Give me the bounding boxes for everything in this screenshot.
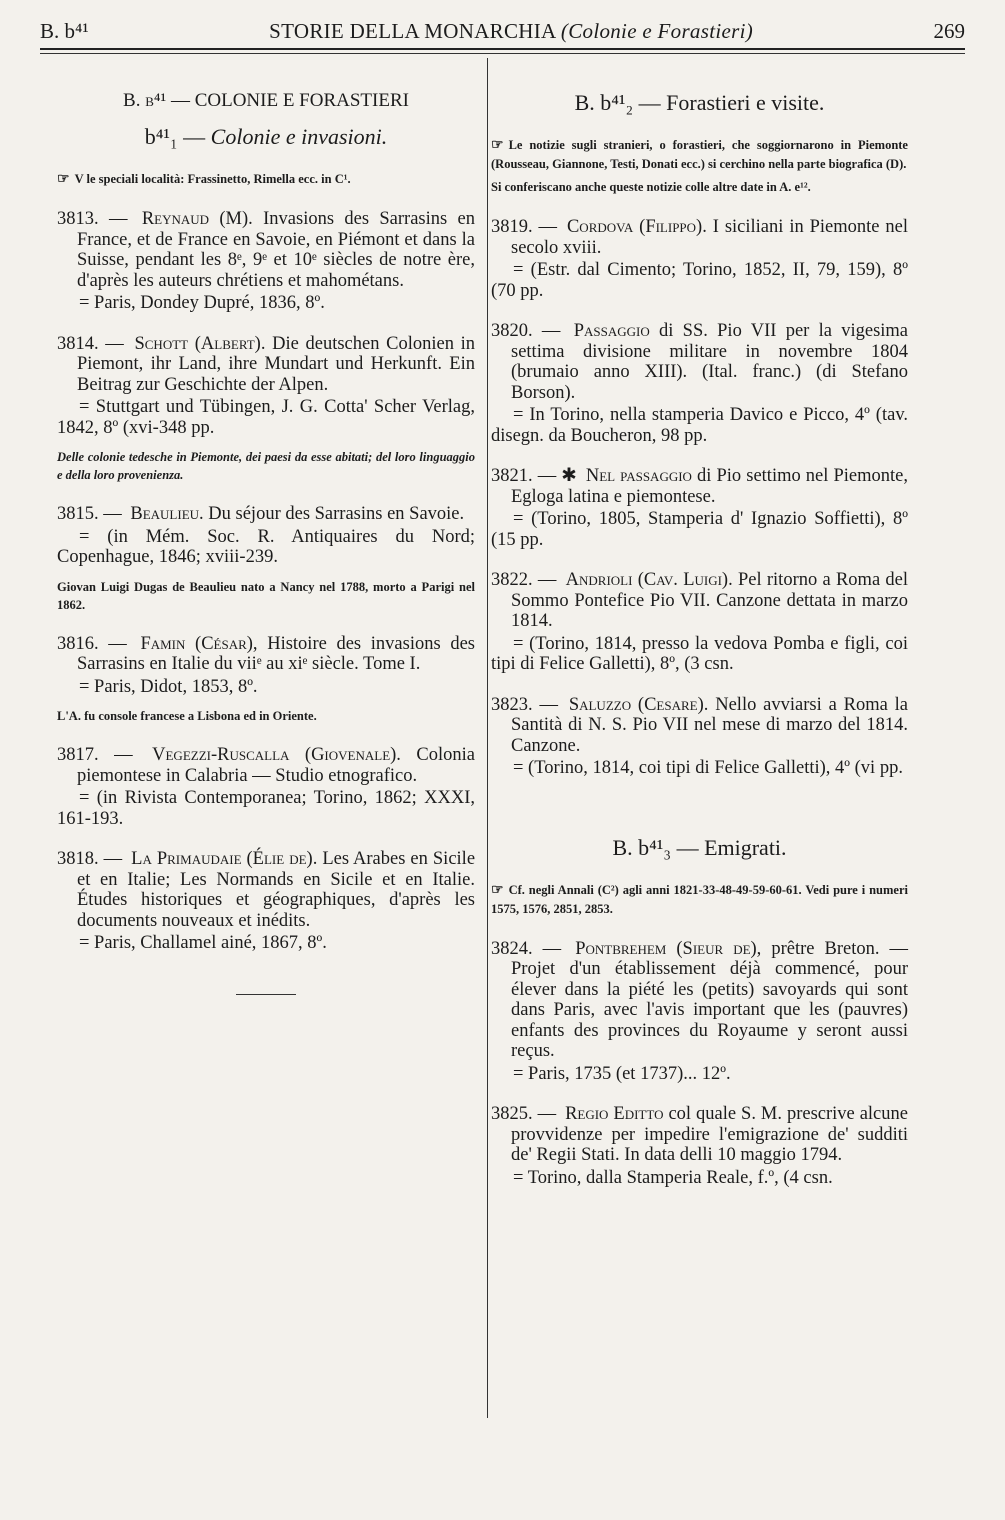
entry-imprint: = Torino, dalla Stamperia Reale, f.º, (4 csn.: [513, 1167, 833, 1188]
entry-imprint: = (Torino, 1805, Stamperia d' Ignazio Soffietti), 8º (15 pp.: [491, 509, 908, 550]
entry-imprint: = Paris, Dondey Dupré, 1836, 8º.: [79, 293, 325, 313]
entry-body: [491, 466, 908, 507]
entry-imprint: = (in Rivista Contemporanea; Torino, 1862; XXXI, 161-193.: [57, 788, 475, 829]
entry-3814: [57, 334, 475, 485]
right-section-2-title: B. b⁴¹₃ — Emigrati.: [612, 834, 787, 860]
entry-number: 3823. —: [491, 694, 558, 715]
entry-number: 3815. —: [57, 504, 122, 524]
column-divider: [487, 58, 488, 1418]
entry-3821: [491, 466, 908, 550]
entry-imprint: = (Torino, 1814, coi tipi di Felice Galletti), 4º (vi pp.: [513, 758, 903, 778]
entry-body: [491, 1104, 908, 1166]
end-rule: [236, 994, 296, 995]
entry-imprint: = Paris, 1735 (et 1737)... 12º.: [513, 1063, 731, 1084]
entry-body: [57, 334, 475, 396]
entry-title: Nello avviarsi a Roma la Santità di N. S. Pio VII nel mese di marzo del 1814. Canzone.: [511, 694, 909, 756]
entry-author: Cordova (Filippo).: [566, 217, 707, 237]
entry-number: 3818. —: [57, 849, 123, 869]
entry-title: prêtre Breton. — Projet d'un établissement déjà commencé, pour élever dans la piété les (petits) savoyards qui sont dans Paris, avec l'avis important que les (pauvres) enfants des provinces du Royaume y seront aussi reçus.: [511, 938, 909, 1061]
entry-body: [491, 217, 908, 258]
entry-3823: [491, 695, 908, 779]
entry-author: Famin (César),: [140, 633, 258, 654]
right-column: [491, 60, 908, 1208]
header-rule-thin: [40, 53, 965, 54]
entry-author: Nel passaggio: [585, 466, 692, 486]
header-running-title: STORIE DELLA MONARCHIA: [269, 18, 556, 43]
entry-imprint: = (Torino, 1814, presso la vedova Pomba e figli, coi tipi di Felice Galletti), 8º, (3 csn.: [491, 633, 908, 674]
entry-author: Vegezzi-Ruscalla (Giovenale).: [152, 745, 401, 765]
entry-3818: [57, 849, 475, 954]
pointing-hand-icon: ☞: [491, 138, 504, 153]
entry-author: Schott (Albert).: [134, 333, 266, 354]
entry-body: [57, 504, 475, 525]
entry-number: 3816. —: [57, 633, 127, 654]
entry-body: [57, 209, 475, 291]
entry-title: di Pio settimo nel Piemonte, Egloga latina e piemontese.: [511, 466, 908, 507]
entry-author: Beaulieu.: [130, 504, 204, 524]
left-note: [57, 170, 475, 189]
right-note-2: Si conferiscano anche queste notizie colle altre date in A. e¹².: [491, 180, 811, 194]
entry-remark: Delle colonie tedesche in Piemonte, dei paesi da esse abitati; del loro linguaggio e della loro provenienza.: [57, 450, 475, 482]
entry-imprint: = (Estr. dal Cimento; Torino, 1852, II, 79, 159), 8º (70 pp.: [491, 260, 908, 301]
entry-body: [491, 939, 908, 1062]
page-number: 269: [933, 18, 965, 43]
entry-3825: [491, 1104, 908, 1188]
entry-3817: [57, 745, 475, 829]
entry-number: 3821. — ✱: [491, 466, 577, 486]
entry-number: 3814. —: [57, 333, 124, 354]
left-subsection-mark: b⁴¹₁ —: [144, 124, 206, 149]
entry-title: Die deutschen Colonien in Piemont, ihr Land, ihre Mundart und Herkunft. Ein Beitrag zur Geschichte der Alpen.: [77, 333, 476, 395]
entry-imprint: = Stuttgart und Tübingen, J. G. Cotta' Scher Verlag, 1842, 8º (xvi-348 pp.: [57, 397, 475, 438]
entry-body: [491, 695, 908, 757]
entry-title: di SS. Pio VII per la vigesima settima divisione militare in novembre 1804 (brumaio anno XIII). (Ital. franc.) (di Stefano Borson).: [511, 321, 909, 403]
right-note-1-text: Le notizie sugli stranieri, o forastieri, che soggiornarono in Piemonte (Rousseau, Giannone, Testi, Donati ecc.) si cerchino nella parte biografica (D).: [491, 138, 908, 171]
entry-title: Du séjour des Sarrasins en Savoie.: [208, 504, 465, 524]
header-rule: [40, 48, 965, 50]
entry-title: Pel ritorno a Roma del Sommo Pontefice Pio VII. Canzone dettata in marzo 1814.: [511, 570, 909, 631]
right-note-3: [491, 881, 908, 919]
running-header: [40, 14, 965, 48]
entry-author: Regio Editto: [565, 1104, 664, 1124]
entry-author: Reynaud (M).: [141, 209, 253, 229]
entry-body: [491, 321, 908, 403]
header-section-mark: B. b⁴¹: [40, 18, 89, 43]
left-column: [57, 60, 475, 995]
entry-3822: [491, 570, 908, 675]
entry-number: 3822. —: [491, 570, 557, 590]
entry-author: Pontbrehem (Sieur de),: [575, 938, 762, 959]
entry-title: I siciliani in Piemonte nel secolo xviii.: [511, 217, 909, 258]
entry-imprint: = (in Mém. Soc. R. Antiquaires du Nord; Copenhague, 1846; xviii-239.: [57, 526, 475, 567]
right-section-title: B. b⁴¹₂ — Forastieri e visite.: [574, 90, 825, 115]
entry-number: 3817. —: [57, 745, 133, 765]
entry-3820: [491, 321, 908, 446]
entry-imprint: = Paris, Challamel ainé, 1867, 8º.: [79, 933, 327, 953]
left-section-title: B. b⁴¹ — COLONIE E FORASTIERI: [123, 90, 409, 111]
pointing-hand-icon: ☞: [491, 882, 504, 898]
entry-title: col quale S. M. prescrive alcune provvidenze per impedire l'emigrazione de' sudditi de' Regii Stati. In data delli 10 maggio 1794.: [511, 1104, 908, 1165]
entry-title: Colonia piemontese in Calabria — Studio etnografico.: [77, 745, 476, 786]
right-note-1: [491, 136, 908, 174]
entry-3816: [57, 634, 475, 726]
entry-3819: [491, 217, 908, 301]
left-subsection-title: Colonie e invasioni.: [210, 124, 388, 149]
entry-3815: [57, 504, 475, 614]
entry-body: [57, 849, 475, 931]
entry-remark: Giovan Luigi Dugas de Beaulieu nato a Nancy nel 1788, morto a Parigi nel 1862.: [57, 579, 475, 612]
entry-body: [57, 634, 475, 675]
entry-author: La Primaudaie (Élie de).: [131, 849, 318, 869]
entry-number: 3820. —: [491, 321, 561, 341]
entry-3824: [491, 939, 908, 1085]
left-note-text: V le speciali località: Frassinetto, Rimella ecc. in C¹.: [74, 172, 351, 186]
entry-number: 3819. —: [491, 217, 558, 237]
entry-author: Andrioli (Cav. Luigi).: [565, 570, 733, 590]
entry-author: Passaggio: [573, 321, 650, 341]
pointing-hand-icon: ☞: [57, 172, 70, 187]
left-subsection-heading: [57, 124, 475, 150]
entry-title: Invasions des Sarrasins en France, et de France en Savoie, en Piémont et dans la Suisse, pendant les 8ᵉ, 9ᵉ et 10ᵉ siècles de notre ère, d'après les auteurs chrétiens et mahométans.: [77, 209, 476, 291]
right-note-3-text: Cf. negli Annali (C²) agli anni 1821-33-48-49-59-60-61. Vedi pure i numeri 1575, 1576, 2851, 2853.: [491, 882, 908, 916]
entry-author: Saluzzo (Cesare).: [568, 694, 709, 715]
header-title: [269, 19, 753, 44]
entry-imprint: = In Torino, nella stamperia Davico e Picco, 4º (tav. disegn. da Boucheron, 98 pp.: [491, 405, 908, 446]
entry-number: 3825. —: [491, 1104, 557, 1124]
entry-imprint: = Paris, Didot, 1853, 8º.: [79, 676, 258, 697]
entry-number: 3824. —: [491, 938, 562, 959]
header-running-subtitle: (Colonie e Forastieri): [560, 18, 753, 43]
entry-remark: L'A. fu console francese a Lisbona ed in Oriente.: [57, 709, 317, 723]
entry-body: [57, 745, 475, 786]
entry-number: 3813. —: [57, 209, 128, 229]
entry-title: Histoire des invasions des Sarrasins en Italie du viiᵉ au xiᵉ siècle. Tome I.: [77, 633, 475, 674]
entry-3813: [57, 209, 475, 314]
entry-body: [491, 570, 908, 632]
entry-title: Les Arabes en Sicile et en Italie; Les Normands en Sicile et en Italie. Études historiques et géographiques, d'après les documents nouveaux et inédits.: [77, 849, 476, 931]
